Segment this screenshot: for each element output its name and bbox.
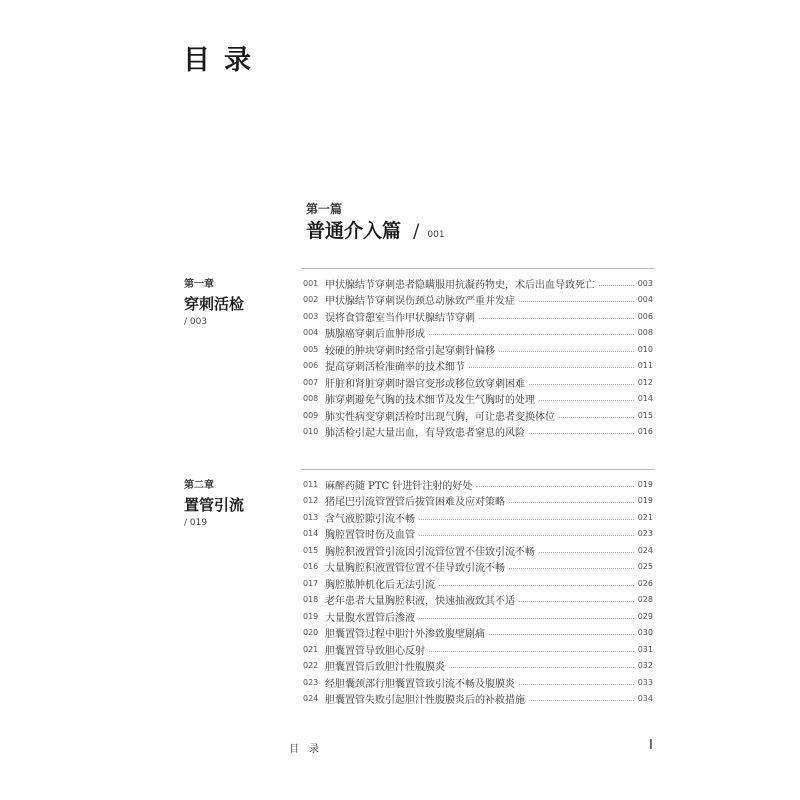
entry-number: 001 xyxy=(303,278,319,288)
entry-title: 老年患者大量胸腔积液，快速抽液致其不适 xyxy=(325,596,515,608)
entry-number: 012 xyxy=(303,496,319,506)
entry-page-number: 014 xyxy=(637,394,653,404)
dot-leader xyxy=(539,552,634,553)
entry-title: 提高穿刺活检准确率的技术细节 xyxy=(325,362,465,374)
toc-entry[interactable] xyxy=(303,358,653,375)
chapter-page-number: / 019 xyxy=(184,518,208,528)
entry-number: 011 xyxy=(303,479,319,489)
entry-title: 肝脏和肾脏穿刺时器官变形或移位致穿刺困难 xyxy=(325,378,525,390)
chapter-page-number: / 003 xyxy=(184,317,208,327)
toc-entry[interactable] xyxy=(303,308,653,325)
dot-leader xyxy=(529,700,634,701)
entry-number: 014 xyxy=(303,529,319,539)
toc-entry[interactable] xyxy=(303,542,653,559)
entry-number: 002 xyxy=(303,295,319,305)
entry-page-number: 029 xyxy=(637,611,653,621)
entry-page-number: 026 xyxy=(637,578,653,588)
entry-page-number: 004 xyxy=(637,295,653,305)
entry-page-number: 010 xyxy=(637,344,653,354)
entry-title: 胆囊置管失败引起胆汁性腹膜炎后的补救措施 xyxy=(325,695,525,707)
toc-entry[interactable] xyxy=(303,575,653,592)
entry-title: 误将食管憩室当作甲状腺结节穿刺 xyxy=(325,312,475,324)
entry-title: 胸腔脓肿机化后无法引流 xyxy=(325,579,435,591)
footer-label: 目录 xyxy=(289,744,329,755)
entry-title: 猪尾巴引流管置管后拔管困难及应对策略 xyxy=(325,497,505,509)
entry-number: 010 xyxy=(303,427,319,437)
part-label: 第一篇 xyxy=(306,202,343,216)
entry-title: 胰腺癌穿刺后血肿形成 xyxy=(325,329,425,341)
dot-leader xyxy=(419,519,634,520)
entry-page-number: 016 xyxy=(637,427,653,437)
entry-page-number: 008 xyxy=(637,328,653,338)
entry-number: 004 xyxy=(303,328,319,338)
entry-list xyxy=(303,275,653,440)
dot-leader xyxy=(599,285,634,286)
entry-title: 胆囊置管过程中胆汁外渗致腹壁剧痛 xyxy=(325,629,485,641)
toc-entry[interactable] xyxy=(303,691,653,708)
entry-title: 肺穿刺避免气胸的技术细节及发生气胸时的处理 xyxy=(325,395,535,407)
entry-number: 019 xyxy=(303,611,319,621)
entry-title: 肺实性病变穿刺活检时出现气胸，可让患者变换体位 xyxy=(325,411,555,423)
footer-page-number: I xyxy=(649,738,653,753)
dot-leader xyxy=(429,334,634,335)
dot-leader xyxy=(559,417,634,418)
part-heading xyxy=(306,216,445,240)
toc-entry[interactable] xyxy=(303,559,653,576)
toc-entry[interactable] xyxy=(303,592,653,609)
dot-leader xyxy=(519,684,634,685)
toc-entry[interactable] xyxy=(303,509,653,526)
entry-number: 003 xyxy=(303,311,319,321)
entry-title: 含气液腔隙引流不畅 xyxy=(325,513,415,525)
dot-leader xyxy=(509,568,634,569)
chapter-title: 穿刺活检 xyxy=(184,295,245,313)
entry-number: 017 xyxy=(303,578,319,588)
chapter-heading xyxy=(184,476,244,528)
entry-page-number: 024 xyxy=(637,545,653,555)
entry-title: 麻醉药随 PTC 针进针注射的好处 xyxy=(325,480,473,492)
entry-page-number: 003 xyxy=(637,278,653,288)
entry-page-number: 015 xyxy=(637,410,653,420)
entry-title: 经胆囊颈部行胆囊置管致引流不畅及腹膜炎 xyxy=(325,678,515,690)
toc-entry[interactable] xyxy=(303,391,653,408)
entry-page-number: 034 xyxy=(637,694,653,704)
entry-title: 甲状腺结节穿刺误伤颈总动脉致严重并发症 xyxy=(325,296,515,308)
entry-page-number: 023 xyxy=(637,529,653,539)
entry-number: 006 xyxy=(303,361,319,371)
entry-page-number: 030 xyxy=(637,628,653,638)
chapter-divider xyxy=(301,268,655,269)
toc-entry[interactable] xyxy=(303,424,653,441)
entry-number: 008 xyxy=(303,394,319,404)
entry-page-number: 011 xyxy=(637,361,653,371)
entry-page-number: 006 xyxy=(637,311,653,321)
toc-entry[interactable] xyxy=(303,292,653,309)
entry-title: 较硬的肿块穿刺时经常引起穿刺针偏移 xyxy=(325,345,495,357)
entry-page-number: 012 xyxy=(637,377,653,387)
entry-number: 023 xyxy=(303,677,319,687)
chapter-label: 第二章 xyxy=(184,480,214,491)
entry-number: 015 xyxy=(303,545,319,555)
dot-leader xyxy=(519,601,634,602)
toc-entry[interactable] xyxy=(303,658,653,675)
toc-entry[interactable] xyxy=(303,641,653,658)
entry-number: 021 xyxy=(303,644,319,654)
entry-number: 024 xyxy=(303,694,319,704)
dot-leader xyxy=(449,667,634,668)
dot-leader xyxy=(476,486,633,487)
entry-number: 007 xyxy=(303,377,319,387)
entry-page-number: 019 xyxy=(637,496,653,506)
part-title: 普通介入篇 xyxy=(306,220,402,242)
entry-title: 甲状腺结节穿刺患者隐瞒服用抗凝药物史，术后出血导致死亡 xyxy=(325,279,595,291)
entry-number: 020 xyxy=(303,628,319,638)
dot-leader xyxy=(489,634,634,635)
dot-leader xyxy=(539,400,634,401)
dot-leader xyxy=(419,535,634,536)
chapter-title: 置管引流 xyxy=(184,496,245,514)
chapter-label: 第一章 xyxy=(184,279,214,290)
entry-number: 009 xyxy=(303,410,319,420)
entry-page-number: 031 xyxy=(637,644,653,654)
entry-number: 016 xyxy=(303,562,319,572)
part-page-number: 001 xyxy=(427,230,445,240)
entry-number: 022 xyxy=(303,661,319,671)
dot-leader xyxy=(439,585,634,586)
entry-page-number: 033 xyxy=(637,677,653,687)
entry-list xyxy=(303,476,653,707)
dot-leader xyxy=(529,433,634,434)
toc-entry[interactable] xyxy=(303,407,653,424)
entry-number: 018 xyxy=(303,595,319,605)
entry-page-number: 032 xyxy=(637,661,653,671)
toc-entry[interactable] xyxy=(303,325,653,342)
entry-title: 肺活检引起大量出血，有导致患者窒息的风险 xyxy=(325,428,525,440)
entry-page-number: 019 xyxy=(637,479,653,489)
toc-entry[interactable] xyxy=(303,275,653,292)
entry-page-number: 021 xyxy=(637,512,653,522)
toc-entry[interactable] xyxy=(303,493,653,510)
entry-title: 胸腔置管时伤及血管 xyxy=(325,530,415,542)
dot-leader xyxy=(469,367,634,368)
toc-entry[interactable] xyxy=(303,374,653,391)
dot-leader xyxy=(519,301,634,302)
entry-title: 大量腹水置管后渗液 xyxy=(325,612,415,624)
chapter-divider xyxy=(301,469,655,470)
dot-leader xyxy=(499,351,634,352)
entry-number: 005 xyxy=(303,344,319,354)
chapter-heading xyxy=(184,275,244,327)
dot-leader xyxy=(529,384,634,385)
toc-entry[interactable] xyxy=(303,608,653,625)
toc-entry[interactable] xyxy=(303,476,653,493)
entry-title: 胆囊置管导致胆心反射 xyxy=(325,645,425,657)
entry-title: 胸腔积液置管引流因引流管位置不佳致引流不畅 xyxy=(325,546,535,558)
part-slash: / xyxy=(413,220,420,242)
dot-leader xyxy=(429,651,634,652)
dot-leader xyxy=(509,502,634,503)
entry-title: 大量胸腔积液置管位置不佳导致引流不畅 xyxy=(325,563,505,575)
toc-entry[interactable] xyxy=(303,341,653,358)
entry-title: 胆囊置管后致胆汁性腹膜炎 xyxy=(325,662,445,674)
dot-leader xyxy=(419,618,634,619)
toc-entry[interactable] xyxy=(303,526,653,543)
entry-number: 013 xyxy=(303,512,319,522)
entry-page-number: 025 xyxy=(637,562,653,572)
entry-page-number: 028 xyxy=(637,595,653,605)
dot-leader xyxy=(479,318,634,319)
toc-entry[interactable] xyxy=(303,625,653,642)
page-title: 目录 xyxy=(183,45,265,76)
toc-entry[interactable] xyxy=(303,674,653,691)
